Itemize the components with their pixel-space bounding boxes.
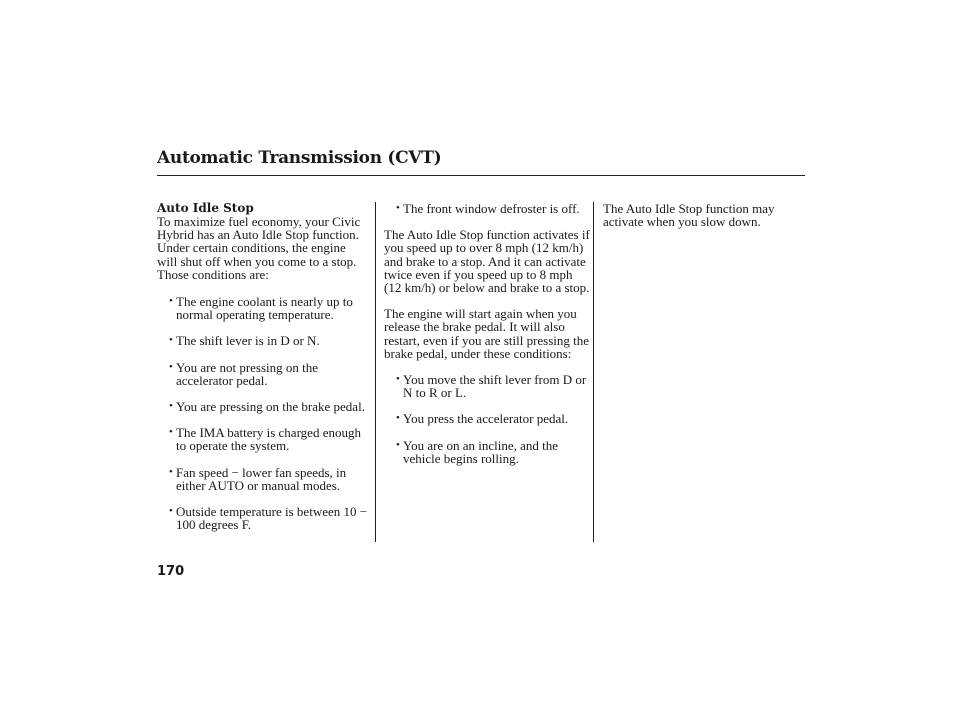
bullet-icon: • [169,400,173,413]
list-item [384,373,590,399]
list-item [384,412,590,425]
list-item [157,505,369,531]
list-item-text: The IMA battery is charged enough to operate the system. [176,425,361,454]
list-item [384,439,590,465]
restart-conditions-list [384,373,590,465]
intro-paragraph: To maximize fuel economy, your Civic Hybrid has an Auto Idle Stop function. Under certain conditions, the engine will shut off when you come to a stop. Those conditions are: [157,214,361,282]
column-divider-2 [593,202,594,542]
list-item-text: You are pressing on the brake pedal. [176,399,365,415]
list-item-text: The front window defroster is off. [403,201,580,216]
list-item-text: The shift lever is in D or N. [176,333,320,349]
bullet-icon: • [169,426,173,439]
column-3 [603,202,803,228]
list-item-text: You are on an incline, and the vehicle begins rolling. [403,437,559,466]
list-item [384,202,590,215]
shutoff-conditions-list [157,295,369,531]
list-item-text: You move the shift lever from D or N to R or L. [403,372,587,401]
page-number: 170 [157,564,185,579]
column-1 [157,202,369,544]
list-item [157,334,369,347]
list-item [157,426,369,452]
list-item-text: Outside temperature is between 10 − 100 degrees F. [176,504,368,533]
defroster-condition-list [384,202,590,215]
list-item [157,295,369,321]
bullet-icon: • [169,295,173,308]
list-item-text: The engine coolant is nearly up to normal operating temperature. [176,294,353,323]
restart-paragraph: The engine will start again when you release the brake pedal. It will also restart, even if you are still pressing the brake pedal, under these conditions: [384,306,590,361]
list-item-text: Fan speed − lower fan speeds, in either AUTO or manual modes. [176,464,347,493]
bullet-icon: • [169,465,173,478]
bullet-icon: • [396,438,400,451]
activation-paragraph: The Auto Idle Stop function activates if you speed up to over 8 mph (12 km/h) and brake to a stop. And it can activate twice even if you speed up to 8 mph (12 km/h) or below and brake to a stop. [384,227,590,296]
bullet-icon: • [169,505,173,518]
column-divider-1 [375,202,376,542]
bullet-icon: • [396,373,400,386]
list-item-text: You press the accelerator pedal. [403,411,569,427]
bullet-icon: • [169,334,173,347]
bullet-icon: • [396,202,400,214]
bullet-icon: • [169,360,173,373]
column-2 [384,202,590,478]
list-item-text: You are not pressing on the accelerator pedal. [176,359,319,388]
list-item [157,400,369,413]
slow-down-paragraph: The Auto Idle Stop function may activate when you slow down. [603,201,775,230]
list-item [157,466,369,492]
page-title: Automatic Transmission (CVT) [157,148,442,168]
section-heading: Auto Idle Stop [157,201,254,215]
list-item [157,361,369,387]
title-rule [157,175,805,176]
bullet-icon: • [396,412,400,425]
